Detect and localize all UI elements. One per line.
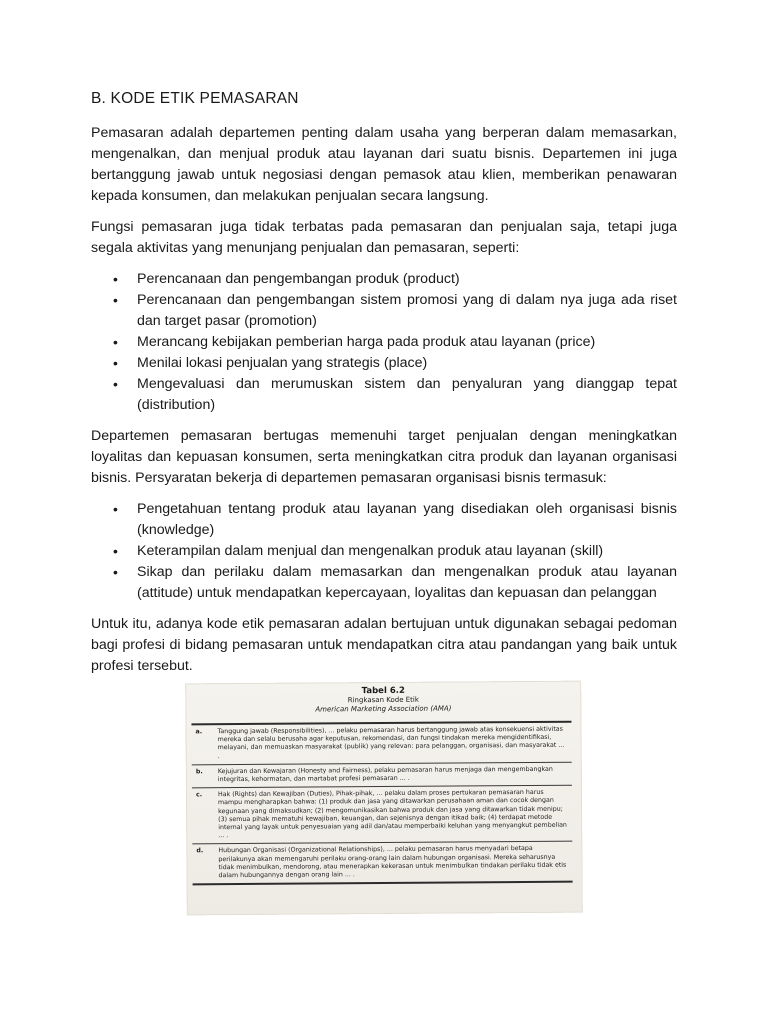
bullet-icon: • [113, 292, 118, 308]
section-heading: B. KODE ETIK PEMASARAN [91, 90, 299, 107]
list-item: • Pengetahuan tentang produk atau layanan yang disediakan oleh organisasi bisnis (knowledge) [113, 501, 677, 538]
row-key: a. [195, 728, 203, 736]
paragraph-functions: Fungsi pemasaran juga tidak terbatas pada pemasaran dan penjualan saja, tetapi juga segala aktivitas yang menunjang penjualan dan pemasaran, seperti: [91, 219, 677, 256]
document-page [91, 88, 677, 687]
marketing-functions-list [91, 269, 677, 416]
row-text: Tanggung jawab (Responsibilities), ... pelaku pemasaran harus bertanggung jawab atas konsekuensi aktivitas mereka dan selalu berusaha agar keputusan, rekomendasi, dan fungsi tindakan mereka mengidentifikasi, melayani, dan memuaskan masyarakat (publik) yang relevan: para pelanggan, organisasi, dan masyarakat ... . [217, 725, 565, 760]
paragraph-intro: Pemasaran adalah departemen penting dalam usaha yang berperan dalam memasarkan, mengenalkan, dan menjual produk atau layanan dari suatu bisnis. Departemen ini juga bertanggung jawab untuk negosiasi dengan pemasok atau klien, memberikan penawaran kepada konsumen, dan melakukan penjualan secara langsung. [91, 125, 677, 204]
row-text: Hubungan Organisasi (Organizational Relationships), ... pelaku pemasaran harus menyadari betapa perilakunya akan memengaruhi perilaku orang-orang lain dalam hubungan organisasi. Mereka seharusnya tidak menimbulkan, mendorong, atau menerapkan kekerasan untuk menimbulkan tindakan perilaku tidak etis dalam hubungannya dengan orang lain ... . [218, 845, 567, 880]
bullet-icon: • [113, 564, 118, 580]
list-item: • Menilai lokasi penjualan yang strategis (place) [91, 353, 677, 374]
list-item: • Merancang kebijakan pemberian harga pada produk atau layanan (price) [91, 332, 677, 353]
list-item: • Mengevaluasi dan merumuskan sistem dan penyaluran yang dianggap tepat (distribution) [113, 376, 677, 413]
table-image [185, 681, 583, 916]
requirements-list [91, 499, 677, 604]
list-item: • Keterampilan dalam menjual dan mengenalkan produk atau layanan (skill) [91, 541, 677, 562]
bullet-icon: • [113, 501, 118, 517]
paragraph-department: Departemen pemasaran bertugas memenuhi target penjualan dengan meningkatkan loyalitas dan kepuasan konsumen, serta meningkatkan citra produk dan layanan organisasi bisnis. Persyaratan bekerja di departemen pemasaran organisasi bisnis termasuk: [91, 428, 677, 486]
table-organization: American Marketing Association (AMA) [315, 704, 452, 714]
bullet-icon: • [113, 376, 118, 392]
bullet-icon: • [113, 334, 118, 350]
table-grid [191, 721, 572, 886]
table-subtitle: Ringkasan Kode Etik [347, 695, 419, 705]
row-key: b. [195, 768, 203, 776]
bullet-icon: • [113, 271, 118, 287]
table-title: Tabel 6.2 [361, 685, 405, 697]
table-row [191, 723, 571, 765]
row-key: d. [196, 847, 204, 855]
table-row [192, 786, 572, 845]
list-item: • Perencanaan dan pengembangan sistem promosi yang di dalam nya juga ada riset dan target pasar (promotion) [113, 292, 677, 329]
list-item: • Sikap dan perilaku dalam memasarkan dan mengenalkan produk atau layanan (attitude) untuk mendapatkan kepercayaan, loyalitas dan kepuasan dan pelanggan [113, 564, 677, 601]
paragraph-conclusion: Untuk itu, adanya kode etik pemasaran adalan bertujuan untuk digunakan sebagai pedoman bagi profesi di bidang pemasaran untuk mendapatkan citra atau pandangan yang baik untuk profesi tersebut. [91, 616, 677, 674]
table-row [192, 842, 572, 885]
row-text: Kejujuran dan Kewajaran (Honesty and Fairness), pelaku pemasaran harus menjaga dan mengembangkan integritas, kehormatan, dan martabat profesi pemasaran ... . [217, 765, 553, 784]
table-header [185, 681, 581, 716]
row-text: Hak (Rights) dan Kewajiban (Duties), Pihak-pihak, ... pelaku dalam proses pertukaran pemasaran harus mampu mengharapkan bahwa: (1) produk dan jasa yang ditawarkan perusahaan aman dan cocok dengan kegunaan yang dimaksudkan; (2) mengomunikasikan bahwa produk dan jasa yang ditawarkan tidak menipu; (3) semua pihak mematuhi kewajiban, keuangan, dan sejenisnya dengan itikad baik; (4) terdapat metode internal yang layak untuk penyesuaian yang adil dan/atau memperbaiki keluhan yang menyangkut pembelian ... . [217, 789, 567, 840]
table-row [192, 763, 572, 789]
list-item: • Perencanaan dan pengembangan produk (product) [91, 269, 677, 290]
row-key: c. [195, 791, 203, 799]
bullet-icon: • [113, 355, 118, 371]
bullet-icon: • [113, 543, 118, 559]
